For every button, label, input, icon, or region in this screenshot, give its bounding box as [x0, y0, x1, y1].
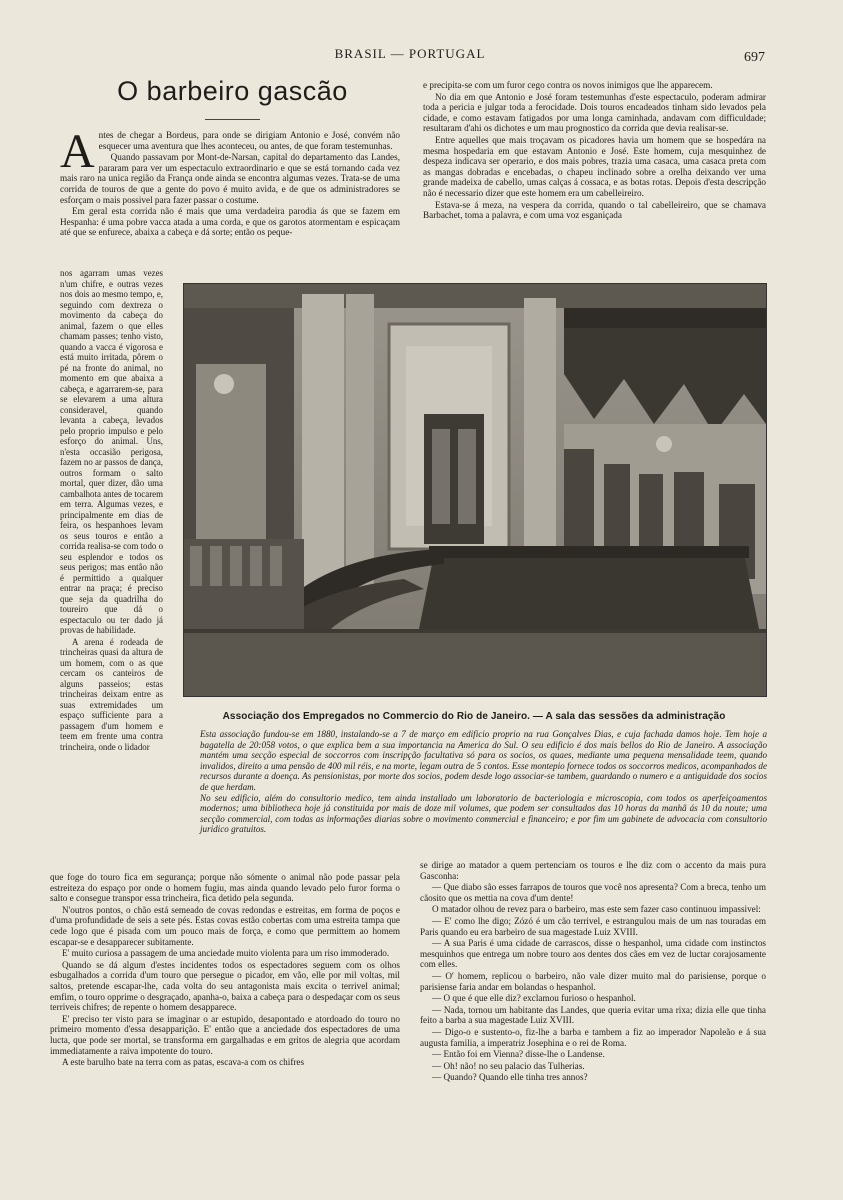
paragraph: E' preciso ter visto para se imaginar o ar estupido, desapontado e atordoado do touro no primeiro momento d'essa desapparição. E' então que a anciedade dos espectadores de uma lucta, que pode ser mortal, se transforma em gargalhadas e em gritos de alegria que acordam immediatamente a raiva impotente do touro. [50, 1013, 400, 1056]
paragraph: — O que é que elle diz? exclamou furioso o hespanhol. [432, 993, 636, 1004]
paragraph: — Quando? Quando elle tinha tres annos? [432, 1072, 588, 1083]
column-1-top [60, 125, 400, 266]
paragraph: No dia em que Antonio e José foram testemunhas d'este espectaculo, poderam admirar toda a pericia e julgar toda a ferocidade. Dois touros encadeados tinham sido levados pela cidade, e como estavam fatigados por uma longa caminhada, andavam com difficuldade; resultaram d'ahi os dichotes e um mau prognostico da corrida que devia realisar-se. [423, 91, 766, 134]
paragraph: A este barulho bate na terra com as patas, escava-a com os chifres [62, 1057, 305, 1068]
paragraph: Estava-se á meza, na vespera da corrida, quando o tal cabelleireiro, que se chamava Barbachet, toma a palavra, e com uma voz esganiçada [423, 199, 766, 221]
article-title: O barbeiro gascão [117, 76, 348, 106]
paragraph: e precipita-se com um furor cego contra os novos inimigos que lhe apparecem. [423, 80, 713, 90]
title-rule [205, 119, 260, 120]
figure-caption-text [200, 729, 767, 835]
column-2-top [423, 80, 766, 265]
paragraph: — A sua Paris é uma cidade de carrascos, disse o hespanhol, uma cidade com instinctos mesquinhos que entrega um nobre touro aos dentes dos cães em vez de luctar corajosamente com elles. [420, 938, 766, 970]
paragraph: Em geral esta corrida não é mais que uma verdadeira parodia ás que se fazem em Hespanha: é uma pobre vacca atada a uma corda, e que os garotos atormentam e espicaçam até que se enfurece, abaixa a cabeça e dá sorte; então os peque- [60, 206, 400, 238]
paragraph: N'outros pontos, o chão está semeado de covas redondas e estreitas, em forma de poços e d'uma profundidade de seis a sete pés. Estas covas estão cobertas com uma estreita tampa que cede logo que é pisada com um pouco mais de força, e como que permittem ao homem escapar-se e desapparecer subitamente. [50, 904, 400, 947]
paragraph: E' muito curiosa a passagem de uma anciedade muito violenta para um riso immoderado. [62, 948, 390, 959]
page-number: 697 [744, 50, 765, 65]
running-head: BRASIL — PORTUGAL [334, 46, 486, 61]
paragraph: nos agarram umas vezes n'um chifre, e outras vezes nos dois ao mesmo tempo, e, seguindo com dextreza o movimento da cabeça do animal, fazem o que elles chamam passes; tenho visto, quando a vacca é vigorosa e está muito irritada, pôrem o pé na fronte do animal, no momento em que abaixa a cabeça, e agarrarem-se, para se elevarem a uma altura consideravel, quando levanta a cabeça, levados pelo proprio impulso e pelo esforço do animal. Uns, n'esta occasião perigosa, fazem no ar passos de dança, outros formam o salto mortal, quer dizer, dão uma cambalhota antes de tocarem em terra. Algumas vezes, e principalmente em dias de feira, os hespanhoes levam os seus touros e então a corrida realisa-se com todo o seu esplendor e todos os seus perigos; mas então não é permittido a qualquer entrar na praça; é preciso que seja da quadrilha do toureiro que dá o espectaculo ou ter dado já provas de habilidade. [60, 268, 164, 635]
paragraph: — E' como lhe digo; Zózó é um cão terrivel, e estrangulou mais de um nas touradas em Paris quando eu era barbeiro de sua magestade Luiz XVIII. [420, 915, 766, 937]
column-2-bottom [420, 860, 766, 1150]
column-1-narrow [60, 268, 163, 873]
paragraph: se dirige ao matador a quem pertenciam os touros e lhe diz com o accento da mais pura Gasconha: [420, 860, 766, 881]
dropcap: A [60, 125, 95, 178]
paragraph: Entre aquelles que mais troçavam os picadores havia um homem que se hospedára na mesma hospedaria em que estavam Antonio e José. Este homem, cuja mesquinhez de despeza indicava ser operario, e dos mais pobres, trazia uma casaca, uma casaca preta com as mangas dobradas e encebadas, o chapeu inclinado sobre a orelha deixando ver uma grande madeixa de cabello, umas calças á cossaca, e as botas rotas. Depois d'esta descripção não é necessario dizer que este homem era um cabelleireiro. [423, 134, 766, 198]
paragraph: A arena é rodeada de trincheiras quasi da altura de um homem, com o as que cercam os canteiros de alguns passeios; estas trincheiras deixam entre as suas extremidades um espaço sufficiente para a passagem d'um homem e teem em frente uma contra trincheira, onde o lidador [60, 636, 163, 752]
paragraph: Quando se dá algum d'estes incidentes todos os espectadores seguem com os olhos esbugalhados a corrida d'um touro que persegue o picador, em vão, elle por mil voltas, mil saltos, pretende escapar-lhe, cada volta do seu antagonista mais excita o terrivel animal; emfim, o touro opprime o desgraçado, apanha-o, baixa a cabeça para o despedaçar com os seus terriveis chifres; de repente o homem desapparece. [50, 959, 400, 1013]
caption-paragraph: Esta associação fundou-se em 1880, instalando-se a 7 de março em edificio proprio na rua Gonçalves Dias, e cuja fachada damos hoje. Tem hoje a bagatella de 20:058 votos, o que explica bem a sua importancia na America do Sul. O seu edificio é dos mais bellos do Rio de Janeiro. A associação mantém uma secção especial de soccorros com inscripção facultativa só para os socios, os quaes, mediante uma pequena mensalidade teem, quando invalidos, direito a uma pensão de 400 mil réis, e na morte, legam outra de 5 contos. Esse montepio fornece todos os soccorros medicos, acompanhados de recursos durante a doença. As pensionistas, por morte dos socios, podem desde logo associar-se tambem, guardando o numero e a antiguidade dos socios de que herdam. [200, 729, 767, 792]
paragraph: — Então foi em Vienna? disse-lhe o Landense. [432, 1049, 605, 1060]
paragraph: Antes de chegar a Bordeus, para onde se dirigiam Antonio e José, convém não esquecer uma aventura que lhes aconteceu, ou antes, de que foram testemunhas. [60, 125, 400, 178]
paragraph: — Nada, tornou um habitante das Landes, que queria evitar uma rixa; dizia elle que tinha feito a barba a sua magestade Luiz XVIII. [420, 1004, 766, 1026]
council-room-photograph [183, 283, 767, 697]
paragraph: O matador olhou de revez para o barbeiro, mas este sem fazer caso continuou impassivel: [432, 904, 761, 915]
column-1-bottom [50, 872, 400, 1144]
paragraph: — Oh! não! no seu palacio das Tulherias. [432, 1060, 585, 1071]
paragraph: Quando passavam por Mont-de-Narsan, capital do departamento das Landes, pararam para ver um espectaculo extraordinario e que se está tornando cada vez mais raro na unica região da França onde ainda se encontra algumas vezes. Trata-se de uma corrida de touros de que a gente do povo é muito avida, e de que os administradores se esforçam o mais possivel para fazer passar o costume. [60, 152, 400, 205]
caption-paragraph: No seu edificio, além do consultorio medico, tem ainda installado um laboratorio de bacteriologia e microscopia, com todos os aperfeiçoamentos modernos; uma bibliotheca hoje já constituida por mais de doze mil volumes, que podem ser consultados das 10 horas da manhã ás 10 da noute; uma secção commercial, com todas as informações diarias sobre o movimento commercial e financeiro; e por fim um gabinete de advocacia com consultorio juridico gratuitos. [200, 792, 767, 835]
figure-caption-title: Associação dos Empregados no Commercio do Rio de Janeiro. — A sala das sessões da administração [222, 711, 726, 722]
paragraph: que foge do touro fica em segurança; porque não sómente o animal não pode passar pela estreiteza do espaço por onde o homem fugiu, mas ainda quando levado pelo furor forma o salto e consegue transpor essa trincheira, fica detido pela segunda. [50, 872, 400, 904]
paragraph: — Digo-o e sustento-o, fiz-lhe a barba e tambem a fiz ao imperador Napoleão e á sua augusta familia, a imperatriz Josephina e o rei de Roma. [420, 1026, 766, 1048]
paragraph: — O' homem, replicou o barbeiro, não vale dizer muito mal do parisiense, porque o parisiense faria andar em bolandas o hespanhol. [420, 970, 766, 992]
paragraph: — Que diabo são esses farrapos de touros que você nos apresenta? Com a breca, tenho um cãosito que os mettia na cova d'um dente! [420, 882, 766, 903]
